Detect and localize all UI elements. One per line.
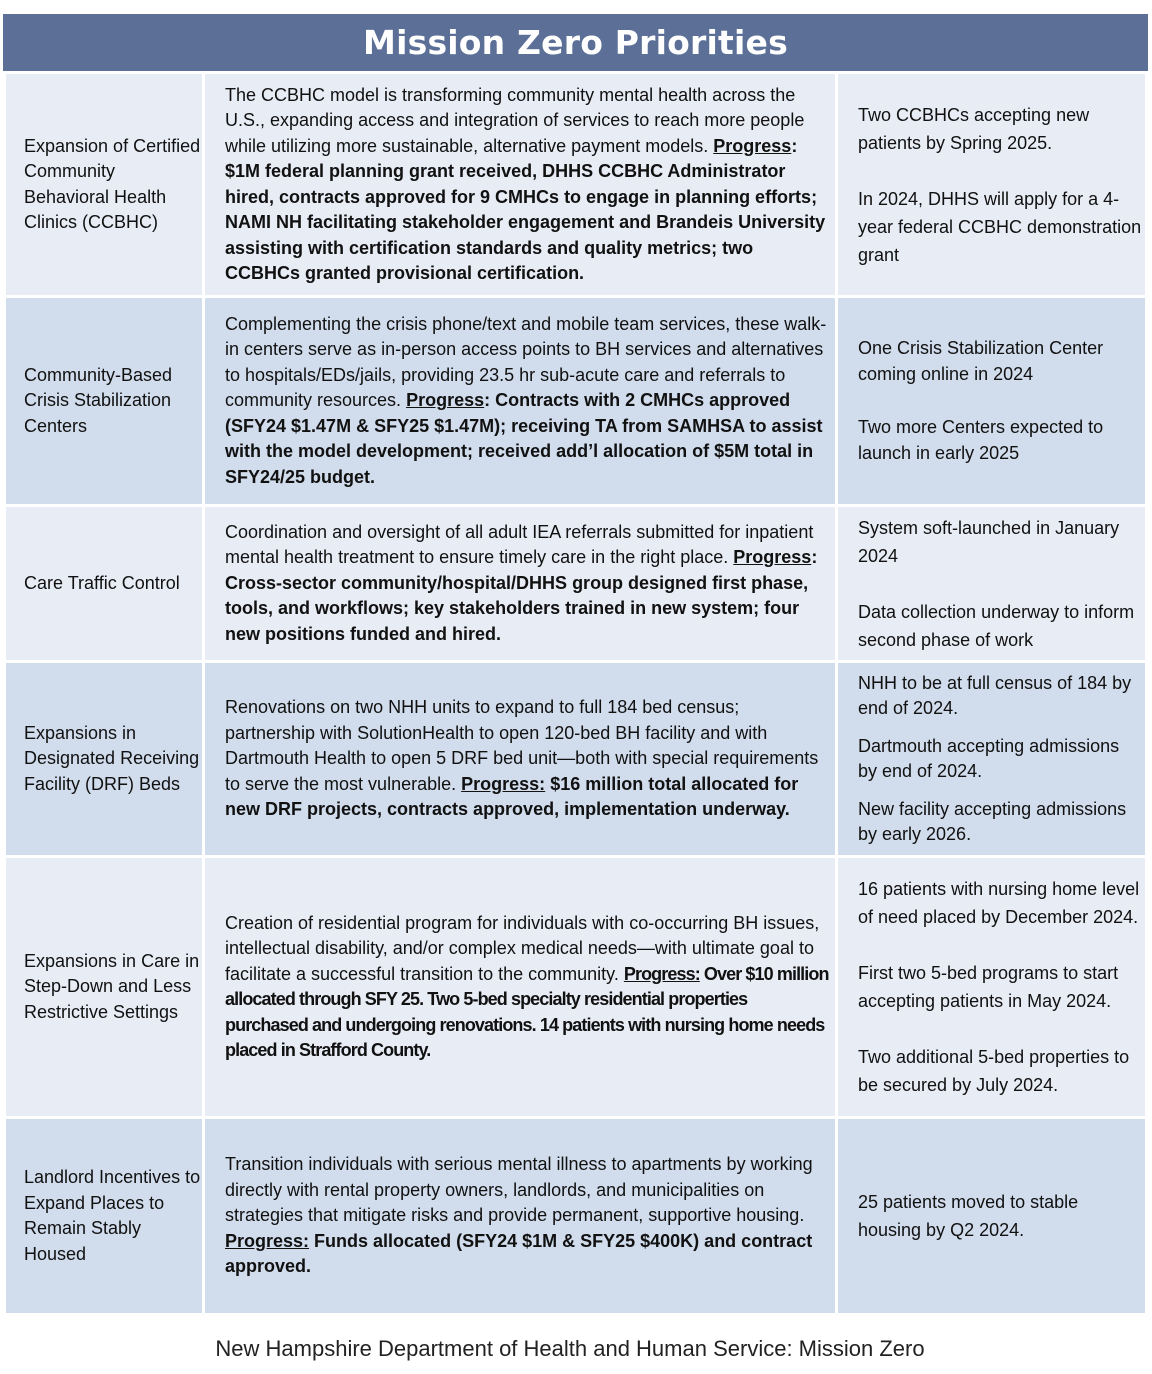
progress-text: $16 million total allocated for new DRF projects, contracts approved, implementation underway.: [225, 773, 799, 820]
outcome-item: Two more Centers expected to launch in early 2025: [858, 417, 1104, 463]
outcome-item: 25 patients moved to stable housing by Q2 2024.: [858, 1192, 1079, 1240]
outcome-item: New facility accepting admissions by early 2026.: [858, 798, 1127, 844]
priority-outcomes: [837, 662, 1147, 857]
progress-label: Progress:: [225, 1230, 310, 1251]
priority-name: Expansion of Certified Community Behavioral Health Clinics (CCBHC): [5, 73, 204, 297]
title-bar: [3, 14, 1148, 71]
description-text: Transition individuals with serious mental illness to apartments by working directly with rental property owners, landlords, and municipalities on strategies that mitigate risks and provide permanent, supportive housing.: [225, 1154, 813, 1226]
priority-name: Expansions in Designated Receiving Facility (DRF) Beds: [5, 662, 204, 857]
priority-description: [204, 1118, 837, 1315]
progress-label: Progress:: [461, 773, 546, 794]
description-text: Coordination and oversight of all adult IEA referrals submitted for inpatient mental health treatment to ensure timely care in the right place.: [225, 521, 814, 568]
outcome-item: Data collection underway to inform second phase of work: [858, 601, 1135, 650]
table-row: [5, 857, 1147, 1118]
priority-name: Landlord Incentives to Expand Places to Remain Stably Housed: [5, 1118, 204, 1315]
description-text: Renovations on two NHH units to expand to full 184 bed census; partnership with SolutionHealth to open 120-bed BH facility and with Dartmouth Health to open 5 DRF bed unit—both with special requirements to serve the most vulnerable.: [225, 697, 819, 794]
priority-outcomes: [837, 73, 1147, 297]
description-text: Complementing the crisis phone/text and mobile team services, these walk-in centers serve as in-person access points to BH services and alternatives to hospitals/EDs/jails, providing 23.5 hr sub-acute care and referrals to community resources.: [225, 313, 827, 411]
description-text: The CCBHC model is transforming community mental health across the U.S., expanding access and integration of services to reach more people while utilizing more sustainable, alternative payment models.: [225, 84, 805, 156]
footer-caption: New Hampshire Department of Health and Human Service: Mission Zero: [215, 1336, 925, 1361]
page-title: Mission Zero Priorities: [363, 23, 788, 62]
progress-label: Progress:: [623, 963, 700, 984]
outcome-item: Two CCBHCs accepting new patients by Spring 2025.: [858, 104, 1090, 153]
priority-description: [204, 857, 837, 1118]
outcome-item: 16 patients with nursing home level of need placed by December 2024.: [858, 879, 1140, 927]
progress-label: Progress: [713, 135, 792, 156]
progress-text: Funds allocated (SFY24 $1M & SFY25 $400K) and contract approved.: [225, 1230, 813, 1277]
description-text: Creation of residential program for individuals with co-occurring BH issues, intellectual disability, and/or complex medical needs—with ultimate goal to facilitate a successful transition to the community.: [225, 912, 820, 984]
outcome-item: Dartmouth accepting admissions by end of 2024.: [858, 735, 1120, 781]
outcome-item: Two additional 5-bed properties to be secured by July 2024.: [858, 1047, 1130, 1095]
priority-name: Care Traffic Control: [5, 506, 204, 662]
table-row: [5, 297, 1147, 506]
outcome-item: NHH to be at full census of 184 by end of 2024.: [858, 672, 1132, 718]
priority-outcomes: [837, 506, 1147, 662]
outcome-item: In 2024, DHHS will apply for a 4-year federal CCBHC demonstration grant: [858, 188, 1142, 265]
outcome-item: First two 5-bed programs to start accepting patients in May 2024.: [858, 963, 1119, 1011]
table-row: [5, 662, 1147, 857]
priority-description: [204, 506, 837, 662]
priority-description: [204, 662, 837, 857]
priorities-table: [3, 71, 1148, 1316]
progress-text: Over $10 million allocated through SFY 25. Two 5-bed specialty residential properties purchased and undergoing renovations. 14 patients with nursing home needs placed in Strafford County.: [225, 963, 829, 1060]
progress-label: Progress: [733, 547, 812, 568]
outcome-item: One Crisis Stabilization Center coming online in 2024: [858, 338, 1104, 384]
table-row: [5, 73, 1147, 297]
progress-text: : $1M federal planning grant received, DHHS CCBHC Administrator hired, contracts approved for 9 CMHCs to engage in planning efforts; NAMI NH facilitating stakeholder engagement and Brandeis University assisting with certification standards and quality metrics; two CCBHCs granted provisional certification.: [225, 135, 826, 283]
progress-text: : Cross-sector community/hospital/DHHS group designed first phase, tools, and workflows; key stakeholders trained in new system; four new positions funded and hired.: [225, 547, 818, 644]
table-row: [5, 1118, 1147, 1315]
priority-name: Expansions in Care in Step-Down and Less Restrictive Settings: [5, 857, 204, 1118]
outcome-item: System soft-launched in January 2024: [858, 517, 1120, 566]
priority-outcomes: [837, 1118, 1147, 1315]
priority-outcomes: [837, 297, 1147, 506]
progress-label: Progress: [406, 390, 485, 411]
progress-text: : Contracts with 2 CMHCs approved (SFY24 $1.47M & SFY25 $1.47M); receiving TA from SAMHSA to assist with the model development; received add’l allocation of $5M total in SFY24/25 budget.: [225, 390, 823, 487]
priority-name: Community-Based Crisis Stabilization Centers: [5, 297, 204, 506]
priority-description: [204, 73, 837, 297]
priority-description: [204, 297, 837, 506]
priority-outcomes: [837, 857, 1147, 1118]
table-row: [5, 506, 1147, 662]
